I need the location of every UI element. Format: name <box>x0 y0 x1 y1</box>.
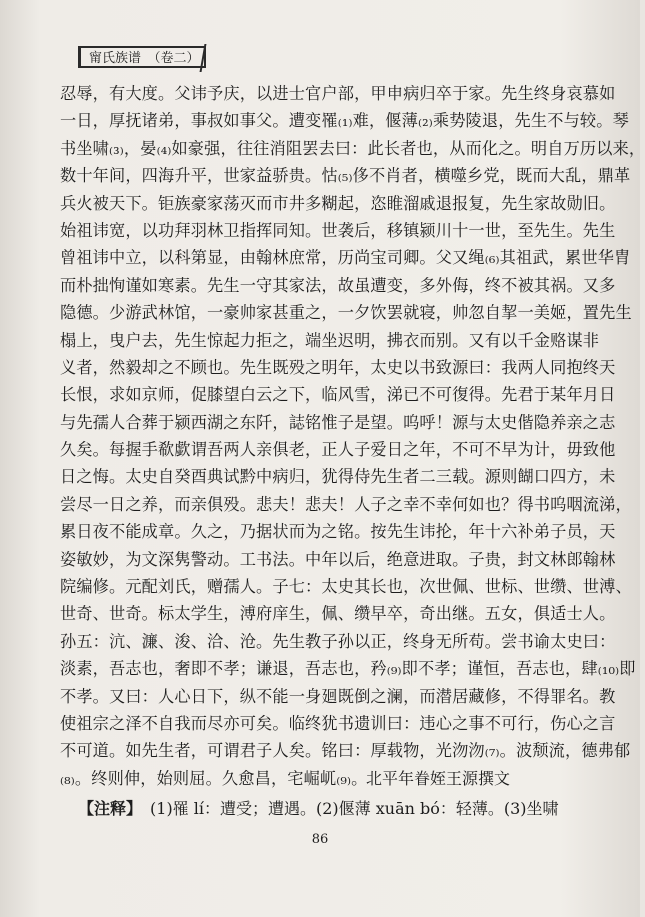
text-line: 兵火被天下。钜族豪家荡灭而市井多糊起，恣睢溜戚退报复，先生家故勋旧。 <box>60 193 616 213</box>
body-text <box>60 80 645 792</box>
text-line: 不孝。又曰：人心日下，纵不能一身廻既倒之澜，而潜居藏修，不得罪名。教 <box>60 686 616 706</box>
text-line: 榻上，曳户去，先生惊起力拒之，端坐迟明，拂衣而别。又有以千金赂谋非 <box>60 330 600 350</box>
text-line: 一日，厚抚诸弟，事叔如事父。遭变罹₍₁₎难，偃薄₍₂₎乘势陵退，先生不与较。琴 <box>60 111 629 131</box>
annotation-label: 【注释】 <box>78 799 143 818</box>
text-line: 而朴拙恂谨如寒素。先生一守其家法，故虽遭变，多外侮，终不被其祸。又多 <box>60 275 616 295</box>
text-line: ₍₈₎。终则伸，始则屈。久愈昌，宅崛屼₍₉₎。 <box>60 768 368 788</box>
running-header <box>78 46 206 68</box>
page-number: 86 <box>311 832 329 847</box>
text-line: 淡素，吾志也，奢即不孝；谦退，吾志也，矜₍₉₎即不孝；谨恒，吾志也，肆₍₁₀₎即 <box>60 659 636 679</box>
text-line: 累日夜不能成章。久之，乃据状而为之铭。按先生讳抡，年十六补弟子员，天 <box>60 522 616 542</box>
author-signature: 北平年眷姪王源撰文 <box>365 769 510 788</box>
text-line: 隐德。少游武林馆，一豪帅家甚重之，一夕饮罢就寝，帅忽自挈一美姬，置先生 <box>60 303 632 323</box>
text-line: 始祖讳宽，以功拜羽林卫指挥同知。世袭后，移镇颍川十一世，至先生。先生 <box>60 220 616 240</box>
text-line: 书坐啸₍₃₎，晏₍₄₎如豪强，往往消阻罢去曰：此长者也，从而化之。明自万历以来， <box>60 138 645 158</box>
annotation-section <box>78 795 598 822</box>
text-line: 使祖宗之泽不自我而尽亦可矣。临终犹书遗训曰：违心之事不可行，伤心之言 <box>60 713 616 733</box>
text-line: 长恨，求如京师，促膝望白云之下，临风雪，涕已不可復得。先君于某年月日 <box>60 385 616 405</box>
text-line: 世奇、世奇。标太学生，溥府庠生，佩、缵早卒，奇出继。五女，俱适士人。 <box>60 604 616 624</box>
running-header-title: 甯氏族谱 （卷二） <box>89 51 200 66</box>
annotation-text: (1)罹 lí：遭受；遭遇。(2)偃薄 xuān bó：轻薄。(3)坐啸 <box>150 799 559 818</box>
text-line: 尝尽一日之养，而亲俱殁。悲夫！悲夫！人子之幸不幸何如也？得书呜咽流涕， <box>60 494 632 514</box>
text-line: 义者，然毅却之不顾也。先生既殁之明年，太史以书致源曰：我两人同抱终天 <box>60 357 616 377</box>
text-line: 孙五：沆、濂、浚、洽、沧。先生教子孙以正，终身无所苟。尝书谕太史曰： <box>60 631 616 651</box>
text-line: 院编修。元配刘氏，赠孺人。子七：太史其长也，次世佩、世标、世缵、世溥、 <box>60 577 632 597</box>
text-line: 忍辱，有大度。父讳予庆，以进士官户部，甲申病归卒于家。先生终身哀慕如 <box>60 84 616 103</box>
text-line: 数十年间，四海升平，世家益骄贵。怙₍₅₎侈不肖者，横噬乡党，既而大乱，鼎革 <box>60 166 631 186</box>
text-line: 姿敏妙，为文深隽警动。工书法。中年以后，绝意进取。子贵，封文林郎翰林 <box>60 549 616 569</box>
text-line: 曾祖讳中立，以科第显，由翰林庶常，历尚宝司卿。父又绳₍₆₎其祖武，累世华胄 <box>60 248 631 268</box>
text-line: 不可道。如先生者，可谓君子人矣。铭曰：厚载物，光沕沕₍₇₎。波颓流，德弗郁 <box>60 741 631 761</box>
text-line: 与先孺人合葬于颍西湖之东阡，誌铭惟子是望。呜呼！源与太史偕隐养亲之志 <box>60 412 616 432</box>
text-line: 日之悔。太史自癸酉典试黔中病归，犹得侍先生者二三载。源则餬口四方，未 <box>60 467 616 487</box>
text-line: 久矣。每握手欷歔谓吾两人亲俱老，正人子爱日之年，不可不早为计，毋致他 <box>60 440 616 460</box>
